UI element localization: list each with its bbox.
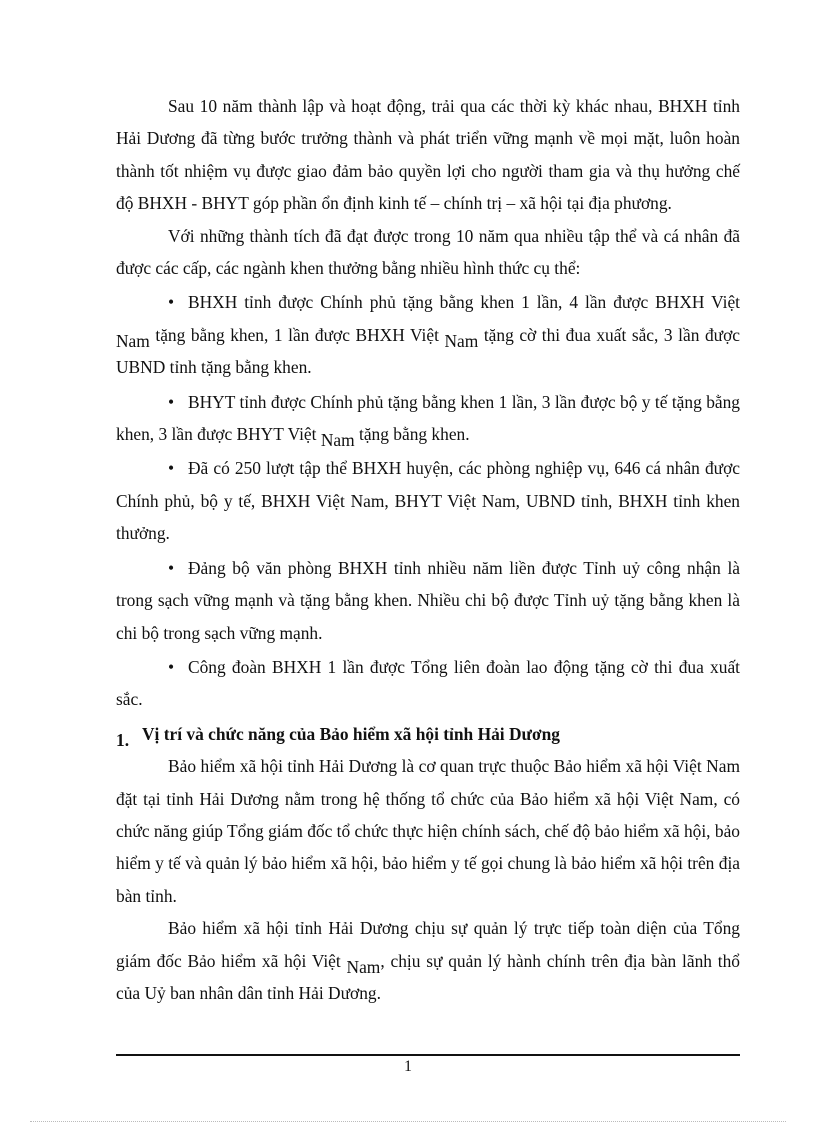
list-item-text: Nam	[320, 430, 355, 451]
paragraph-text: Bảo hiểm xã hội tỉnh Hải Dương chịu sự quản lý trực tiếp toàn diện của Tổng giám đốc Bảo hiểm xã hội Việt	[116, 918, 740, 971]
list-item-text: Đã có 250 lượt tập thể BHXH huyện, các phòng nghiệp vụ, 646 cá nhân được Chính phủ, bộ y tế, BHXH Việt Nam, BHYT Việt Nam, UBND tỉnh, BHXH tỉnh khen thưởng.	[116, 458, 740, 544]
list-item-text: BHYT tỉnh được Chính phủ tặng bằng khen 1 lần, 3 lần được bộ y tế tặng bằng khen, 3 lần được BHYT Việt	[116, 391, 740, 445]
list-item-text: Nam	[444, 330, 479, 351]
list-item	[116, 286, 740, 383]
section-title: Vị trí và chức năng của Bảo hiểm xã hội tỉnh Hải Dương	[142, 723, 560, 744]
section-number: 1.	[116, 729, 130, 750]
list-item-text: Nam	[116, 330, 150, 351]
list-item-text: Đảng bộ văn phòng BHXH tỉnh nhiều năm liền được Tỉnh uỷ công nhận là trong sạch vững mạnh và tặng bằng khen. Nhiều chi bộ được Tỉnh uỷ tặng bằng khen là chi bộ trong sạch vững mạnh.	[116, 557, 740, 643]
list-item	[116, 452, 740, 549]
paragraph-text: Nam	[346, 956, 381, 977]
list-item-text: tặng bằng khen, 1 lần được BHXH Việt	[149, 324, 445, 345]
bullet-icon: •	[168, 458, 175, 479]
list-item-text: tặng bằng khen.	[354, 424, 470, 445]
paragraph-management	[116, 912, 740, 1009]
bullet-icon: •	[168, 557, 175, 578]
bullet-icon: •	[168, 656, 175, 677]
list-item-text: tặng cờ thi đua xuất sắc, 3 lần được UBND tỉnh tặng bằng khen.	[116, 324, 740, 378]
footer-divider	[116, 1054, 740, 1056]
paragraph-intro: Sau 10 năm thành lập và hoạt động, trải qua các thời kỳ khác nhau, BHXH tỉnh Hải Dương đã từng bước trưởng thành và phát triển vững mạnh về mọi mặt, luôn hoàn thành tốt nhiệm vụ được giao đảm bảo quyền lợi cho người tham gia và thụ hưởng chế độ BHXH - BHYT góp phần ổn định kinh tế – chính trị – xã hội tại địa phương.	[116, 96, 740, 214]
list-item	[116, 651, 740, 716]
section-heading	[116, 718, 740, 750]
list-item	[116, 552, 740, 649]
list-item-text: Công đoàn BHXH 1 lần được Tổng liên đoàn lao động tặng cờ thi đua xuất sắc.	[116, 656, 740, 710]
bullet-icon: •	[168, 292, 175, 313]
paragraph-achievements: Với những thành tích đã đạt được trong 10 năm qua nhiều tập thể và cá nhân đã được các cấp, các ngành khen thưởng bằng nhiều hình thức cụ thể:	[116, 225, 740, 279]
paragraph-position: Bảo hiểm xã hội tỉnh Hải Dương là cơ quan trực thuộc Bảo hiểm xã hội Việt Nam đặt tại tỉnh Hải Dương nằm trong hệ thống tổ chức của Bảo hiểm xã hội Việt Nam, có chức năng giúp Tổng giám đốc tổ chức thực hiện chính sách, chế độ bảo hiểm xã hội, bảo hiểm y tế và quản lý bảo hiểm xã hội, bảo hiểm y tế gọi chung là bảo hiểm xã hội trên địa bàn tỉnh.	[116, 756, 740, 906]
page-break-line	[30, 1121, 786, 1122]
page-number: 1	[404, 1058, 412, 1075]
document-body	[116, 90, 740, 1009]
list-item-text: BHXH tỉnh được Chính phủ tặng bằng khen 1 lần, 4 lần được BHXH Việt	[188, 292, 740, 313]
paragraph-text: , chịu sự quản lý hành chính trên địa bàn lãnh thổ của Uỷ ban nhân dân tỉnh Hải Dương.	[116, 950, 741, 1003]
bullet-icon: •	[168, 391, 175, 412]
list-item	[116, 386, 740, 451]
achievement-list	[116, 286, 740, 715]
